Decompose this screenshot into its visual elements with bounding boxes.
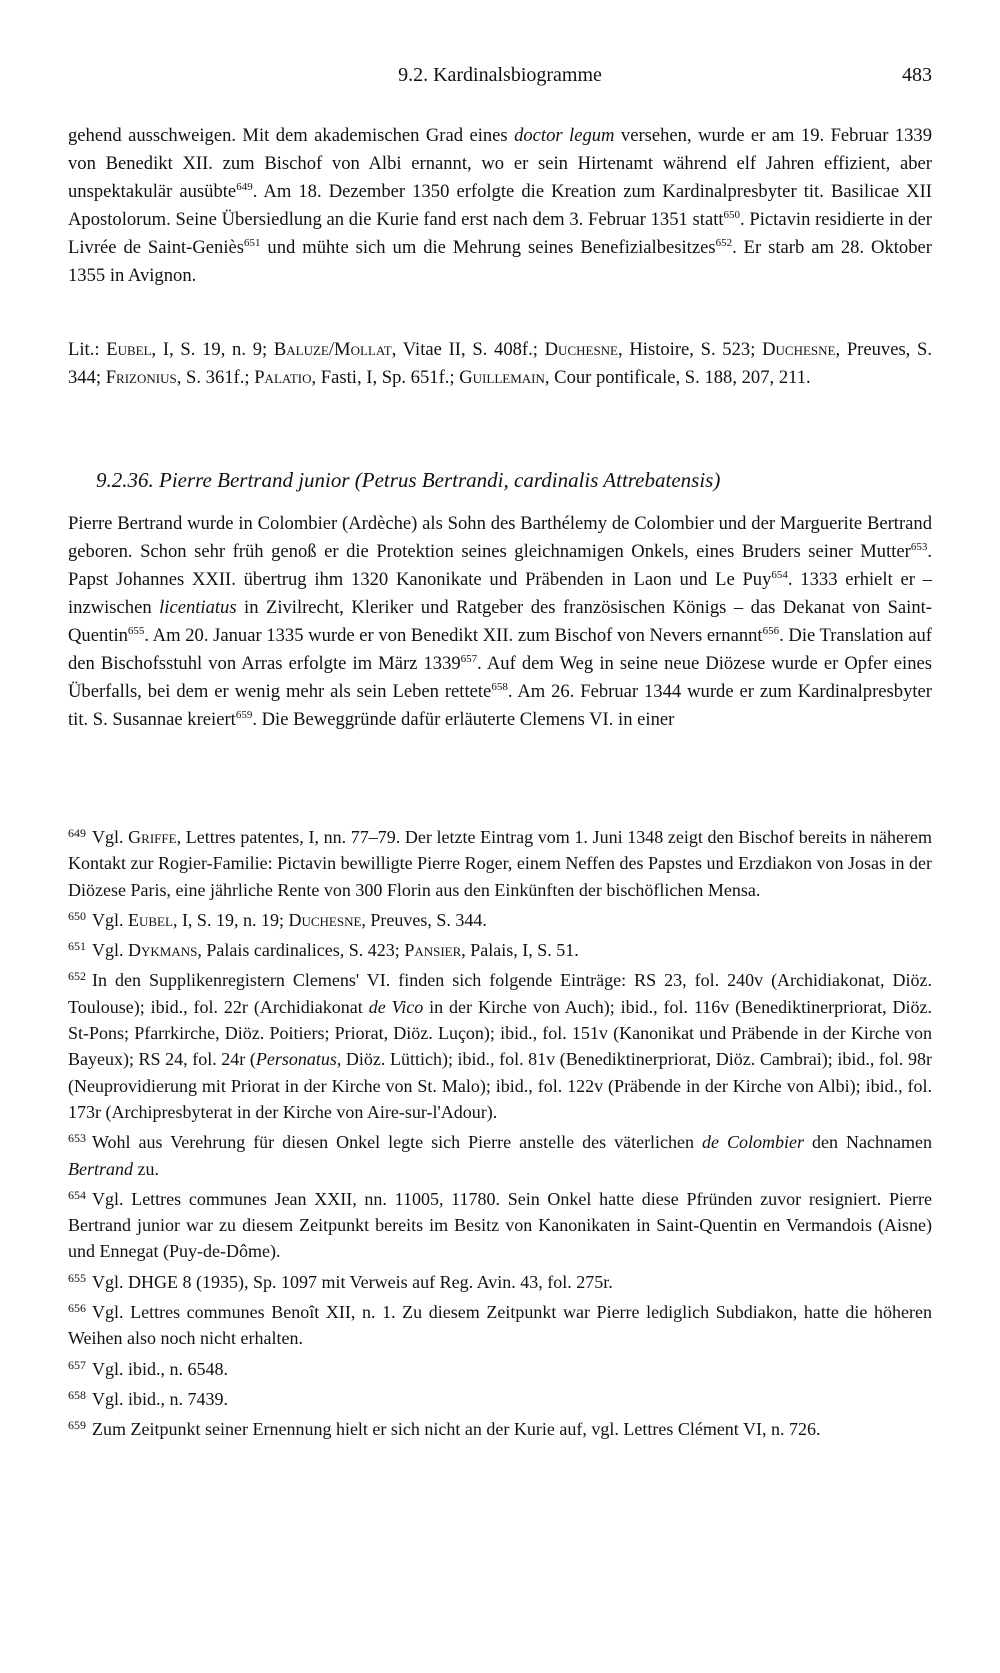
footnote: $^{657}$ Vgl. ibid., n. 6548. xyxy=(68,1357,229,1379)
footnote-number: 654 xyxy=(68,1187,86,1202)
author-name: Duchesne xyxy=(544,339,619,360)
author-name: Duchesne xyxy=(288,909,362,930)
footnote: $^{654}$ Vgl. Lettres communes Jean XXII, nn. 11005, 11780. Sein Onkel hatte diese Pfründen zuvor resigniert. Pierre Bertrand junior war zu diesem Zeitpunkt bereits im Besitz von Kanonikaten in Saint-Quentin en Vermandois (Aisne) und Ennegat (Puy-de-Dôme). xyxy=(68,1187,932,1262)
italic-term: Bertrand xyxy=(68,1158,133,1179)
author-name: Duchesne xyxy=(762,339,836,360)
footnote-number: 656 xyxy=(68,1301,86,1316)
author-name: Baluze/Mollat xyxy=(273,339,392,360)
page-number: 483 xyxy=(902,64,932,86)
biography-text: Pierre Bertrand wurde in Colombier (Ardèche) als Sohn des Barthélemy de Colombier und der Marguerite Bertrand geboren. Schon sehr früh genoß er die Protektion seines gleichnamigen Onkels, eines Bruders seiner Mutter$^{653}$. Papst Johannes XXII. übertrug ihm 1320 Kanonikate und Präbenden in Laon und Le Puy$^{654}$. 1333 erhielt er – inzwischen licentiatus in Zivilrecht, Kleriker und Ratgeber des französischen Königs – das Dekanat von Saint-Quentin$^{655}$. Am 20. Januar 1335 wurde er von Benedikt XII. zum Bischof von Nevers ernannt$^{656}$. Die Translation auf den Bischofsstuhl von Arras erfolgte im März 1339$^{657}$. Auf dem Weg in seine neue Diözese wurde er Opfer eines Überfalls, bei dem er wenig mehr als sein Leben rettete$^{658}$. Am 26. Februar 1344 wurde er zum Kardinalpresbyter tit. S. Susannae kreiert$^{659}$. Die Beweggründe dafür erläuterte Clemens VI. in einer xyxy=(68,513,932,730)
footnote-ref-656: 656 xyxy=(762,625,780,637)
author-name: Eubel xyxy=(106,339,152,360)
italic-term: licentiatus xyxy=(159,597,237,618)
footnote: $^{651}$ Vgl. Dykmans, Palais cardinalices, S. 423; Pansier, Palais, I, S. 51. xyxy=(68,939,579,961)
biography-paragraph xyxy=(68,510,932,734)
running-title: 9.2. Kardinalsbiogramme xyxy=(398,64,602,86)
author-name: Palatio xyxy=(254,367,312,388)
literature-text: Lit.: Eubel, I, S. 19, n. 9; Baluze/Mollat, Vitae II, S. 408f.; Duchesne, Histoire, S. 523; Duchesne, Preuves, S. 344; Frizonius, S. 361f.; Palatio, Fasti, I, Sp. 651f.; Guillemain, Cour pontificale, S. 188, 207, 211. xyxy=(68,339,933,388)
footnote-ref-658: 658 xyxy=(491,681,508,693)
footnote-ref-650: 650 xyxy=(723,209,741,221)
footnote-ref-654: 654 xyxy=(771,569,788,581)
footnote: $^{650}$ Vgl. Eubel, I, S. 19, n. 19; Duchesne, Preuves, S. 344. xyxy=(68,908,487,930)
footnote-number: 653 xyxy=(68,1131,86,1146)
italic-term: de Vico xyxy=(368,996,424,1017)
italic-term: Personatus xyxy=(255,1049,337,1070)
footnote-number: 655 xyxy=(68,1270,86,1285)
footnote-ref-659: 659 xyxy=(235,709,253,721)
intro-text: gehend ausschweigen. Mit dem akademischen Grad eines doctor legum versehen, wurde er am 19. Februar 1339 von Benedikt XII. zum Bischof von Albi ernannt, wo er sein Hirtenamt während elf Jahren effizient, aber unspektakulär ausübte$^{649}$. Am 18. Dezember 1350 erfolgte die Kreation zum Kardinalpresbyter tit. Basilicae XII Apostolorum. Seine Übersiedlung an die Kurie fand erst nach dem 3. Februar 1351 statt$^{650}$. Pictavin residierte in der Livrée de Saint-Geniès$^{651}$ und mühte sich um die Mehrung seines Benefizialbesitzes$^{652}$. Er starb am 28. Oktober 1355 in Avignon. xyxy=(68,125,932,286)
author-name: Eubel xyxy=(128,909,173,930)
footnote-number: 651 xyxy=(68,939,86,954)
footnote-number: 650 xyxy=(68,908,86,923)
footnote-ref-652: 652 xyxy=(715,237,733,249)
italic-term: doctor legum xyxy=(514,125,615,146)
footnotes xyxy=(68,820,932,1443)
author-name: Pansier xyxy=(404,940,462,961)
author-name: Frizonius xyxy=(105,367,177,388)
footnote: $^{658}$ Vgl. ibid., n. 7439. xyxy=(68,1387,229,1409)
footnote-number: 649 xyxy=(68,826,86,840)
footnote-number: 659 xyxy=(68,1418,86,1433)
section-heading: 9.2.36. Pierre Bertrand junior (Petrus Bertrandi, cardinalis Attrebatensis) xyxy=(96,468,721,492)
italic-term: de Colombier xyxy=(702,1132,805,1153)
footnote: $^{655}$ Vgl. DHGE 8 (1935), Sp. 1097 mit Verweis auf Reg. Avin. 43, fol. 275r. xyxy=(68,1270,613,1292)
literature-list xyxy=(68,336,932,392)
footnote-number: 657 xyxy=(68,1357,86,1372)
intro-paragraph xyxy=(68,122,932,290)
footnote: $^{659}$ Zum Zeitpunkt seiner Ernennung hielt er sich nicht an der Kurie auf, vgl. Lettres Clément VI, n. 726. xyxy=(68,1418,821,1440)
footnote: $^{652}$ In den Supplikenregistern Clemens' VI. finden sich folgende Einträge: RS 23, fol. 240v (Archidiakonat, Diöz. Toulouse); ibid., fol. 22r (Archidiakonat de Vico in der Kirche von Auch); ibid., fol. 116v (Benediktinerpriorat, Diöz. St-Pons; Pfarrkirche, Diöz. Poitiers; Priorat, Diöz. Luçon); ibid., fol. 151v (Kanonikat und Präbende in der Kirche von Bayeux); RS 24, fol. 24r (Personatus, Diöz. Lüttich); ibid., fol. 81v (Benediktinerpriorat, Diöz. Cambrai); ibid., fol. 98r (Neuprovidierung mit Priorat in der Kirche von St. Malo); ibid., fol. 122v (Präbende in der Kirche von Albi); ibid., fol. 173r (Archipresbyterat in der Kirche von Aire-sur-l'Adour). xyxy=(68,969,932,1122)
footnote-ref-653: 653 xyxy=(910,541,928,553)
author-name: Guillemain xyxy=(459,367,545,388)
running-head xyxy=(68,64,932,94)
footnote-ref-651: 651 xyxy=(243,237,261,249)
footnote-number: 658 xyxy=(68,1387,86,1402)
footnote: $^{649}$ Vgl. Griffe, Lettres patentes, I, nn. 77–79. Der letzte Eintrag vom 1. Juni 1348 zeigt den Bischof bereits in näherem Kontakt zur Rogier-Familie: Pictavin bewilligte Pierre Roger, einem Neffen des Papstes und Erzdiakon von Josas in der Diözese Paris, eine jährliche Rente von 300 Florin aus den Einkünften der bischöflichen Mensa. xyxy=(68,826,933,900)
footnote: $^{653}$ Wohl aus Verehrung für diesen Onkel legte sich Pierre anstelle des väterlichen de Colombier den Nachnamen Bertrand zu. xyxy=(68,1131,932,1179)
footnote-ref-657: 657 xyxy=(460,653,478,665)
footnote-number: 652 xyxy=(68,969,86,984)
footnote-ref-649: 649 xyxy=(236,181,253,193)
author-name: Dykmans xyxy=(128,940,198,961)
footnote-ref-655: 655 xyxy=(127,625,145,637)
author-name: Griffe xyxy=(128,827,177,847)
footnote: $^{656}$ Vgl. Lettres communes Benoît XII, n. 1. Zu diesem Zeitpunkt war Pierre lediglich Subdiakon, hatte die höheren Weihen also noch nicht erhalten. xyxy=(68,1301,932,1349)
